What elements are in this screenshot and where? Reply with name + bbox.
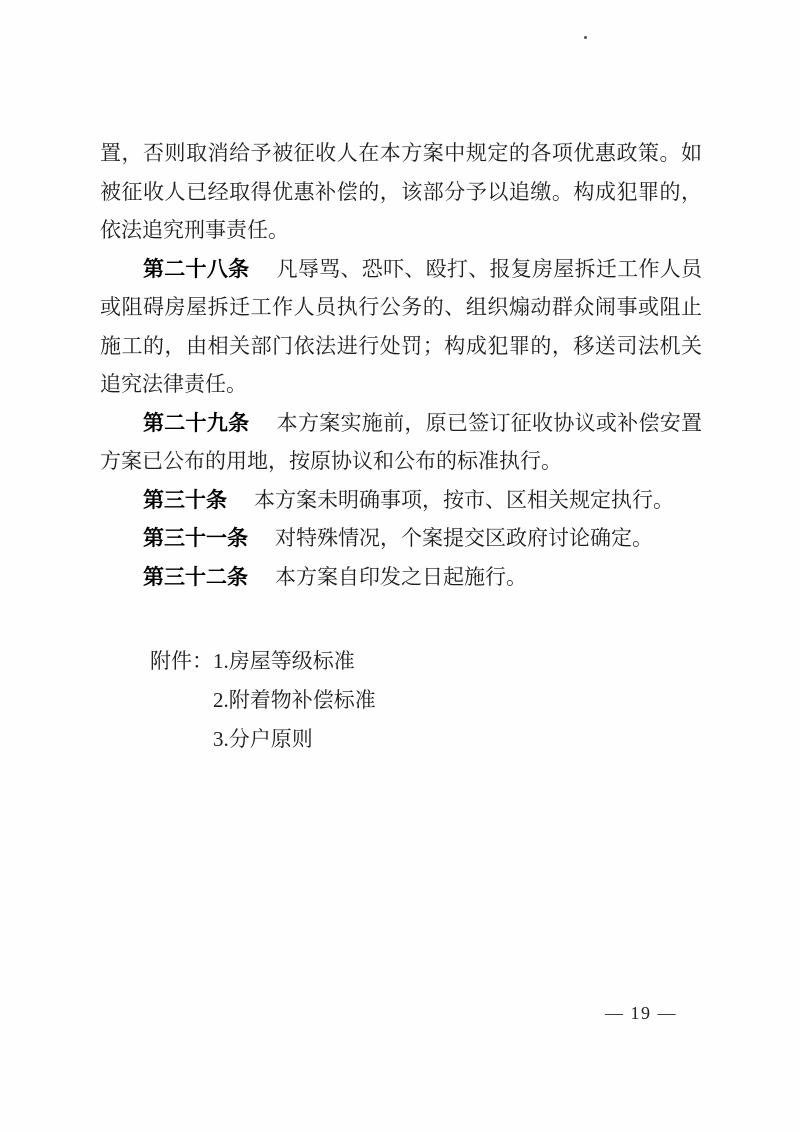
doc-line-11 <box>100 519 702 558</box>
line-text: 施工的，由相关部门依法进行处罚；构成犯罪的，移送司法机关 <box>100 333 702 358</box>
doc-line-6 <box>100 327 702 366</box>
line-text: 被征收人已经取得优惠补偿的，该部分予以追缴。构成犯罪的， <box>100 179 702 204</box>
article-number-30: 第三十条 <box>143 487 227 512</box>
doc-line-8 <box>100 404 702 443</box>
page-number: — 19 — <box>605 1003 677 1023</box>
line-text: 依法追究刑事责任。 <box>100 218 289 242</box>
attachments-list <box>213 642 376 759</box>
doc-line-7 <box>100 365 702 404</box>
scan-speck <box>584 36 587 39</box>
doc-line-9 <box>100 442 702 481</box>
attachment-item-2: 2.附着物补偿标准 <box>213 688 376 712</box>
article-number-29: 第二十九条 <box>143 410 250 435</box>
line-text: 对特殊情况，个案提交区政府讨论确定。 <box>254 526 653 550</box>
line-text: 或阻碍房屋拆迁工作人员执行公务的、组织煽动群众闹事或阻止 <box>100 295 702 319</box>
line-text: 方案已公布的用地，按原协议和公布的标准执行。 <box>100 449 562 473</box>
doc-line-1 <box>100 134 702 173</box>
attachments-label: 附件： <box>150 649 213 673</box>
document-body <box>100 134 702 596</box>
attachment-item-3: 3.分户原则 <box>213 727 313 751</box>
doc-line-5 <box>100 288 702 327</box>
article-number-31: 第三十一条 <box>143 526 248 550</box>
line-text: 凡辱骂、恐吓、殴打、报复房屋拆迁工作人员 <box>255 256 703 281</box>
attachments-block <box>150 642 376 759</box>
line-text: 本方案自印发之日起施行。 <box>254 564 527 589</box>
doc-line-2 <box>100 173 702 212</box>
doc-line-10 <box>100 481 702 520</box>
doc-line-3 <box>100 211 702 250</box>
line-text: 本方案实施前，原已签订征收协议或补偿安置 <box>255 410 703 435</box>
doc-line-4 <box>100 250 702 289</box>
line-text: 追究法律责任。 <box>100 372 247 396</box>
line-text: 置，否则取消给予被征收人在本方案中规定的各项优惠政策。如 <box>100 141 702 165</box>
article-number-32: 第三十二条 <box>143 564 248 589</box>
doc-line-12 <box>100 558 702 597</box>
line-text: 本方案未明确事项，按市、区相关规定执行。 <box>233 487 674 512</box>
attachment-item-1: 1.房屋等级标准 <box>213 649 355 673</box>
article-number-28: 第二十八条 <box>143 256 250 281</box>
